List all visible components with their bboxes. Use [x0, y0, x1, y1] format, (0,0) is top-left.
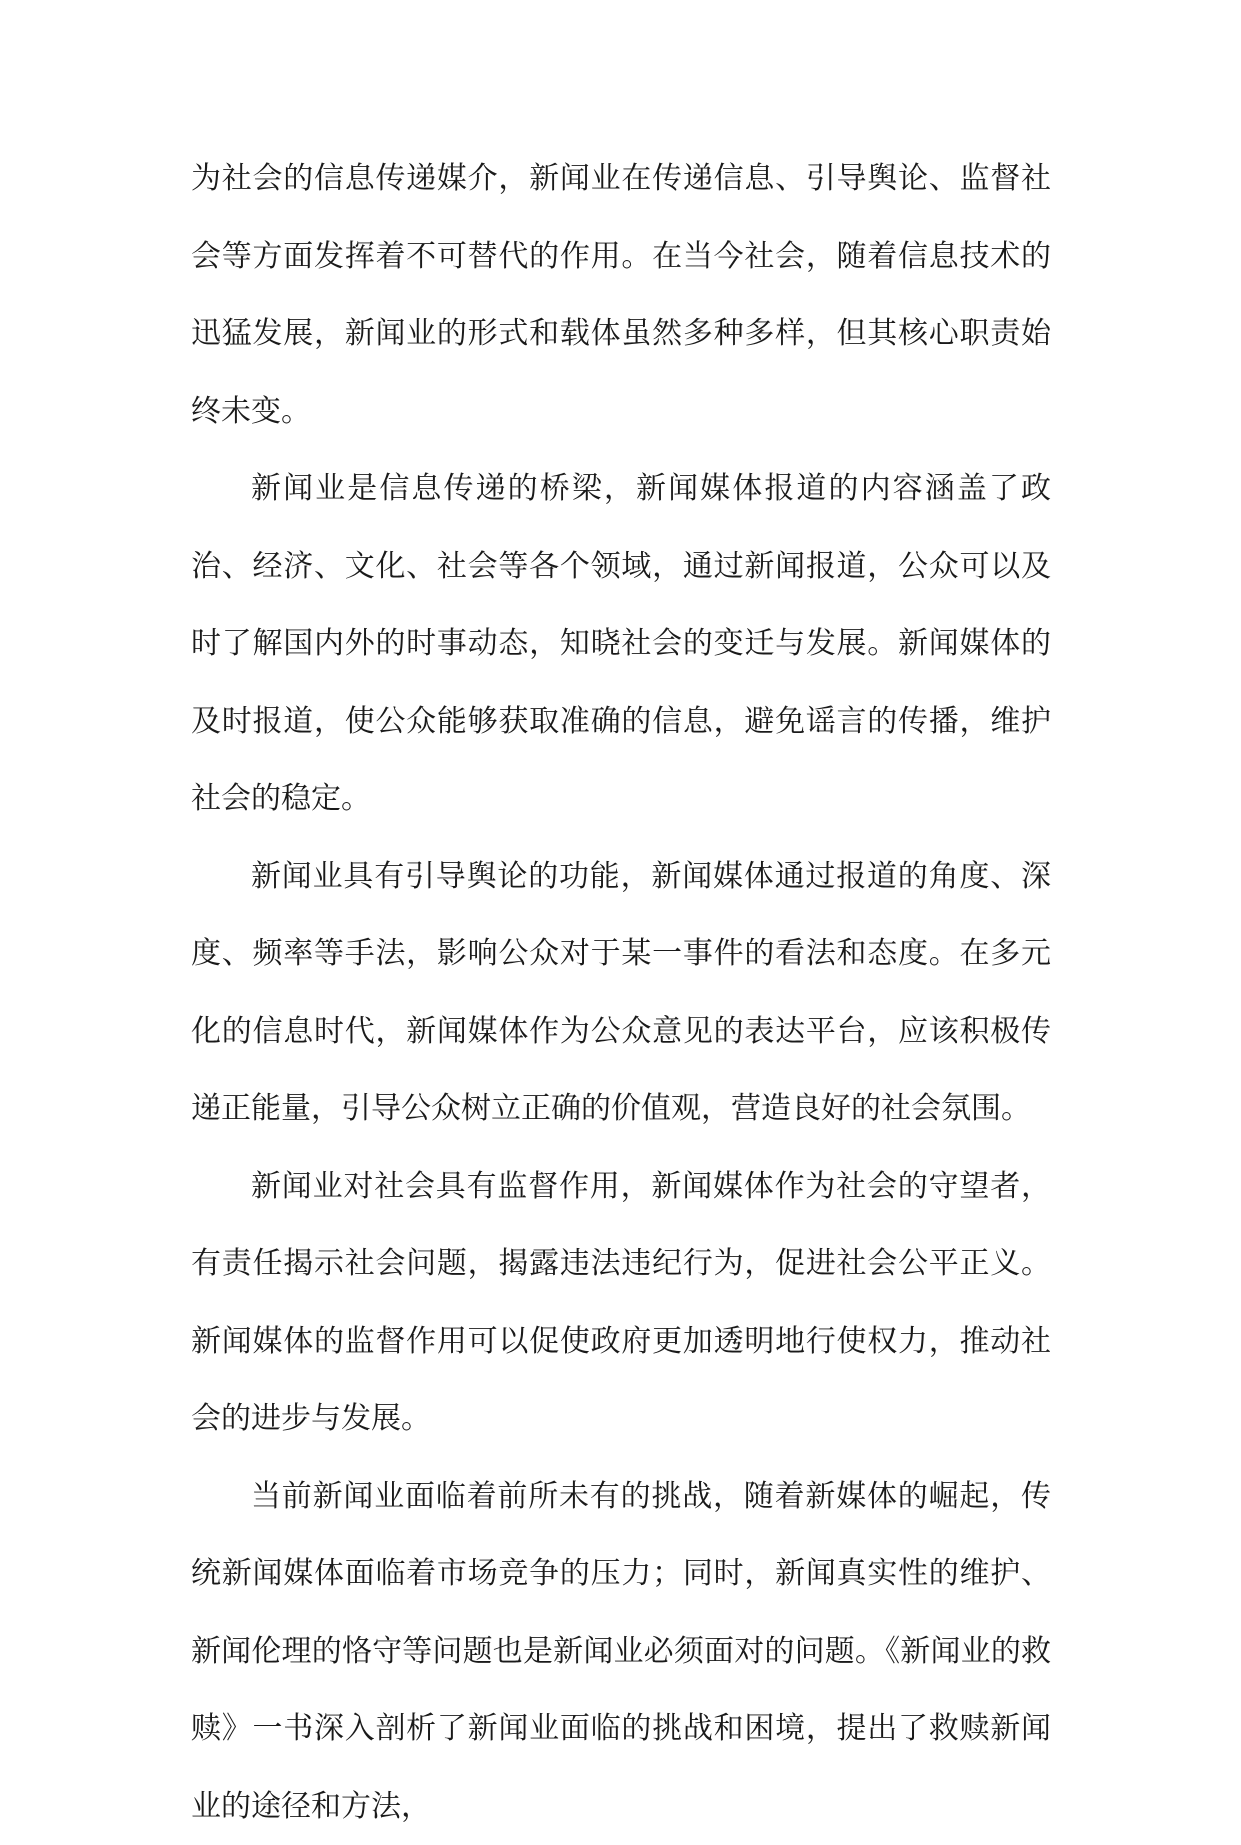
paragraph-supervision: 新闻业对社会具有监督作用，新闻媒体作为社会的守望者，有责任揭示社会问题，揭露违法违纪行为，促进社会公平正义。新闻媒体的监督作用可以促使政府更加透明地行使权力，推动社会的进步与发展。	[191, 1148, 1051, 1458]
paragraph-public-opinion: 新闻业具有引导舆论的功能，新闻媒体通过报道的角度、深度、频率等手法，影响公众对于某一事件的看法和态度。在多元化的信息时代，新闻媒体作为公众意见的表达平台，应该积极传递正能量，引导公众树立正确的价值观，营造良好的社会氛围。	[191, 838, 1051, 1148]
paragraph-challenges: 当前新闻业面临着前所未有的挑战，随着新媒体的崛起，传统新闻媒体面临着市场竞争的压力；同时，新闻真实性的维护、新闻伦理的恪守等问题也是新闻业必须面对的问题。《新闻业的救赎》一书深入剖析了新闻业面临的挑战和困境，提出了救赎新闻业的途径和方法，	[191, 1458, 1051, 1845]
paragraph-continuation: 为社会的信息传递媒介，新闻业在传递信息、引导舆论、监督社会等方面发挥着不可替代的作用。在当今社会，随着信息技术的迅猛发展，新闻业的形式和载体虽然多种多样，但其核心职责始终未变。	[191, 140, 1051, 450]
body-text	[191, 140, 1051, 1845]
paragraph-information-bridge: 新闻业是信息传递的桥梁，新闻媒体报道的内容涵盖了政治、经济、文化、社会等各个领域，通过新闻报道，公众可以及时了解国内外的时事动态，知晓社会的变迁与发展。新闻媒体的及时报道，使公众能够获取准确的信息，避免谣言的传播，维护社会的稳定。	[191, 450, 1051, 838]
